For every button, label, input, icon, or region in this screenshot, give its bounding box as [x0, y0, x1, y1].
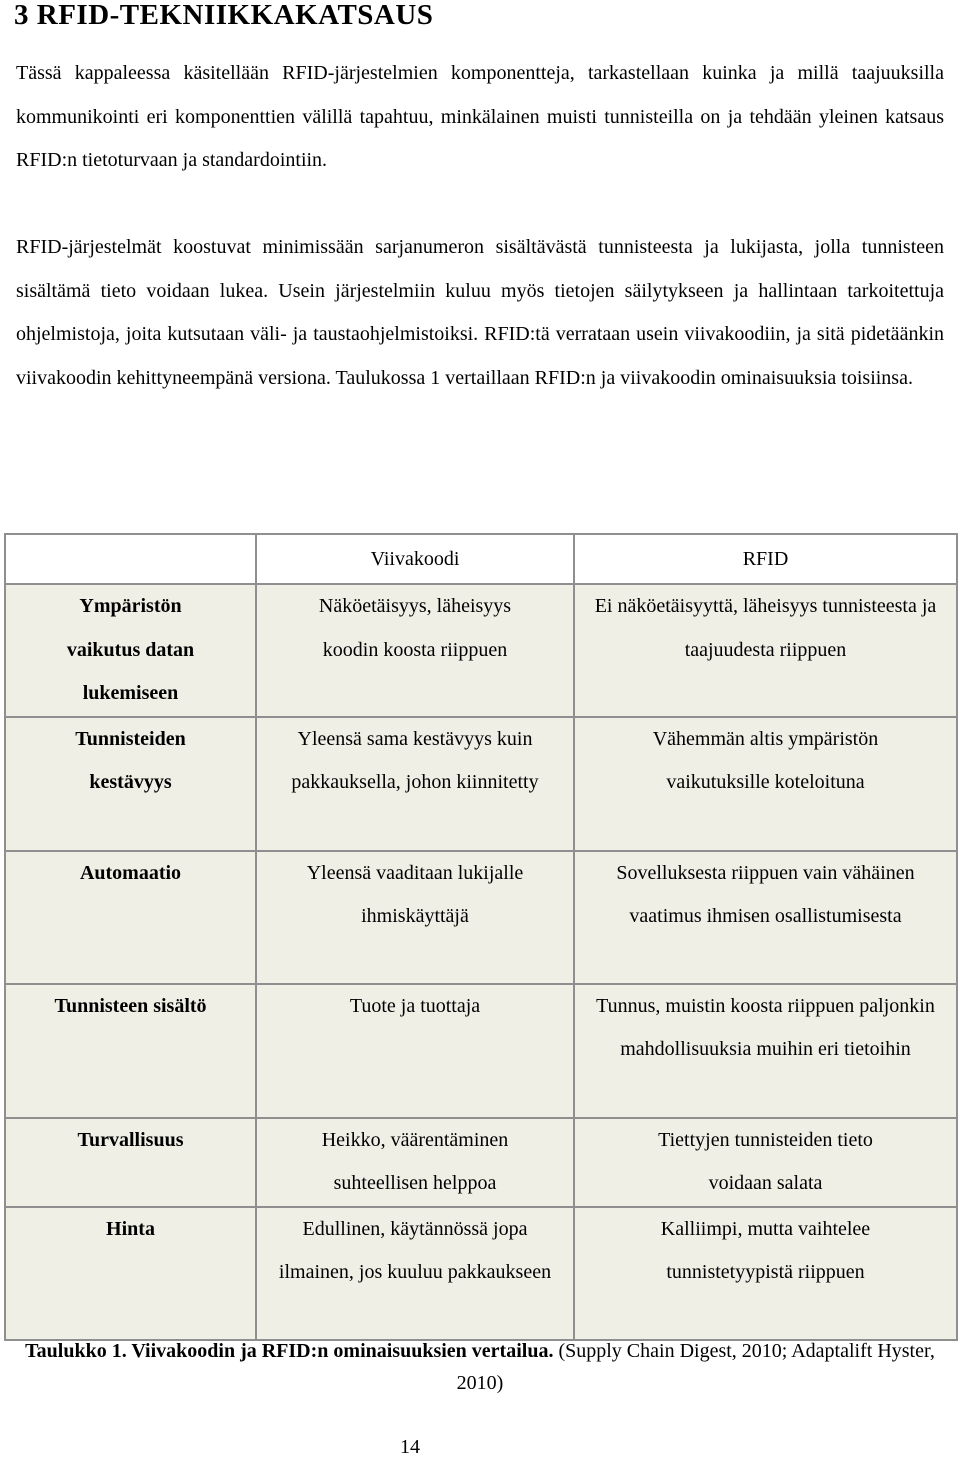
table-row: [5, 1118, 957, 1207]
rfid-cell: Sovelluksesta riippuen vain vähäinen vaatimus ihmisen osallistumisesta: [574, 851, 957, 984]
rfid-cell: Tiettyjen tunnisteiden tieto voidaan salata: [574, 1118, 957, 1207]
table-row: [5, 851, 957, 984]
header-empty-cell: [5, 534, 256, 584]
caption-title: Taulukko 1. Viivakoodin ja RFID:n ominaisuuksien vertailua.: [25, 1340, 554, 1362]
row-label: Hinta: [5, 1207, 256, 1340]
barcode-cell: Tuote ja tuottaja: [256, 984, 574, 1118]
row-label: Ympäristön vaikutus datan lukemiseen: [5, 584, 256, 717]
table-row: [5, 584, 957, 717]
table-row: [5, 1207, 957, 1340]
table-row: [5, 984, 957, 1118]
rfid-cell: Tunnus, muistin koosta riippuen paljonkin mahdollisuuksia muihin eri tietoihin: [574, 984, 957, 1118]
rfid-cell: Kalliimpi, mutta vaihtelee tunnistetyypistä riippuen: [574, 1207, 957, 1340]
row-label: Turvallisuus: [5, 1118, 256, 1207]
comparison-table: [4, 533, 958, 1341]
row-label: Tunnisteen sisältö: [5, 984, 256, 1118]
row-label: Automaatio: [5, 851, 256, 984]
barcode-cell: Heikko, väärentäminen suhteellisen helppoa: [256, 1118, 574, 1207]
section-heading: 3 RFID-TEKNIIKKAKATSAUS: [14, 0, 434, 31]
caption-source: (Supply Chain Digest, 2010; Adaptalift Hyster, 2010): [456, 1340, 935, 1394]
body-paragraph: RFID-järjestelmät koostuvat minimissään sarjanumeron sisältävästä tunnisteesta ja lukijasta, jolla tunnisteen sisältämä tieto voidaan lukea. Usein järjestelmiin kuluu myös tietojen säilytykseen ja hallintaan tarkoitettuja ohjelmistoja, joita kutsutaan väli- ja taustaohjelmistoiksi. RFID:tä verrataan usein viivakoodiin, ja sitä pidetäänkin viivakoodin kehittyneempänä versiona. Taulukossa 1 vertaillaan RFID:n ja viivakoodin ominaisuuksia toisiinsa.: [16, 236, 944, 389]
rfid-cell: Ei näköetäisyyttä, läheisyys tunnisteesta ja taajuudesta riippuen: [574, 584, 957, 717]
table-caption: [16, 1335, 944, 1399]
barcode-cell: Yleensä sama kestävyys kuin pakkauksella, johon kiinnitetty: [256, 717, 574, 851]
row-label: Tunnisteiden kestävyys: [5, 717, 256, 851]
header-rfid: RFID: [574, 534, 957, 584]
barcode-cell: Näköetäisyys, läheisyys koodin koosta riippuen: [256, 584, 574, 717]
barcode-cell: Edullinen, käytännössä jopa ilmainen, jos kuuluu pakkaukseen: [256, 1207, 574, 1340]
rfid-cell: Vähemmän altis ympäristön vaikutuksille koteloituna: [574, 717, 957, 851]
table-row: [5, 717, 957, 851]
intro-paragraph: Tässä kappaleessa käsitellään RFID-järjestelmien komponentteja, tarkastellaan kuinka ja millä taajuuksilla kommunikointi eri komponenttien välillä tapahtuu, minkälainen muisti tunnisteilla on ja tehdään yleinen katsaus RFID:n tietoturvaan ja standardointiin.: [16, 62, 944, 171]
page-number: 14: [400, 1436, 420, 1458]
table-header-row: [5, 534, 957, 584]
header-barcode: Viivakoodi: [256, 534, 574, 584]
barcode-cell: Yleensä vaaditaan lukijalle ihmiskäyttäjä: [256, 851, 574, 984]
